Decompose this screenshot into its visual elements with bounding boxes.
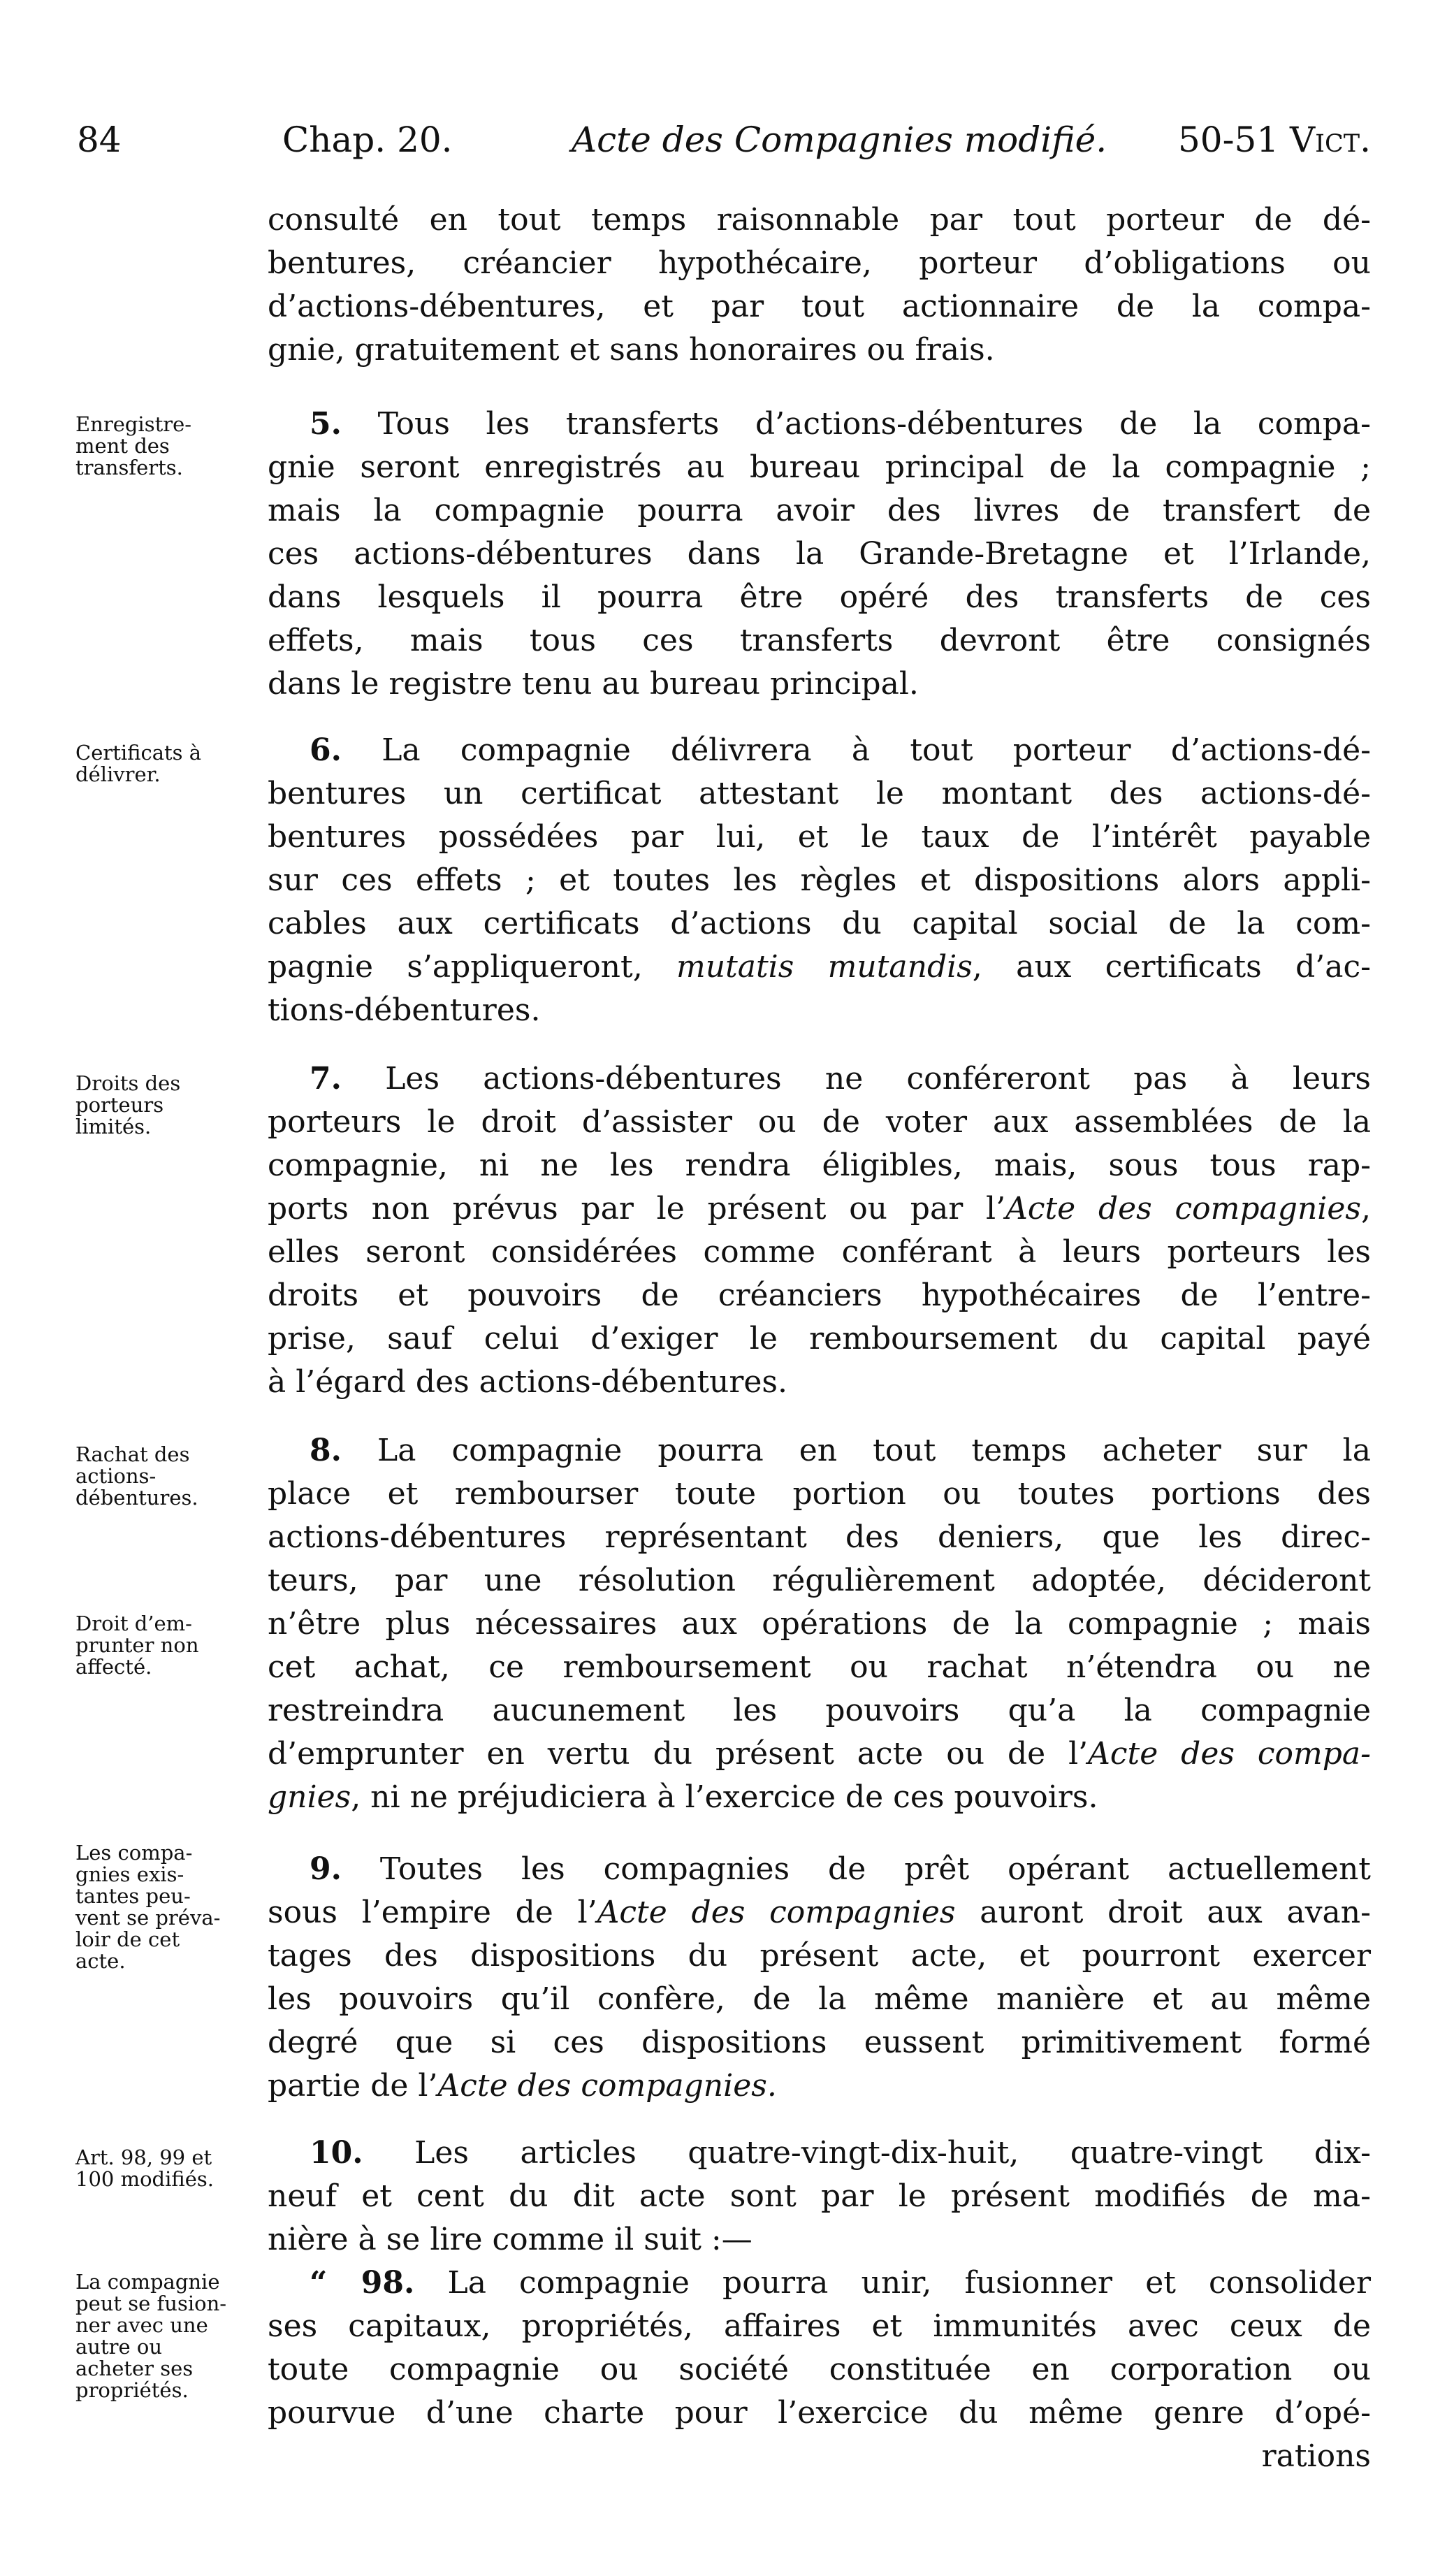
margin-note-articles: [75, 2147, 257, 2190]
italic-text: Acte des compagnies: [1005, 1191, 1361, 1227]
text-segment: , ni ne préjudiciera à l’exercice de ces pouvoirs.: [351, 1779, 1098, 1815]
italic-text: Acte des compagnies.: [437, 2068, 777, 2104]
margin-note-line: Rachat des: [75, 1442, 190, 1466]
margin-note-existantes: [75, 1842, 257, 1972]
text-segment: restreindra aucunement les pouvoirs qu’a la compagnie: [268, 1693, 1371, 1728]
text-line: [268, 1732, 1371, 1776]
margin-note-line: peut se fusion-: [75, 2292, 227, 2315]
text-segment: cet achat, ce remboursement ou rachat n’étendra ou ne: [268, 1649, 1371, 1685]
text-line: [268, 2218, 1371, 2262]
regnal-year: 50-51 Vict.: [1178, 120, 1371, 160]
text-segment: ces actions-débentures dans la Grande-Bretagne et l’Irlande,: [268, 536, 1371, 572]
paragraph-s7: [268, 1057, 1371, 1404]
text-line: [268, 489, 1371, 533]
text-line: [268, 1361, 1371, 1404]
text-segment: effets, mais tous ces transferts devront être consignés: [268, 623, 1371, 658]
margin-note-line: acheter ses: [75, 2357, 194, 2380]
paragraph-cont: [268, 198, 1371, 372]
text-line: [268, 2435, 1371, 2478]
text-segment: pourvue d’une charte pour l’exercice du même genre d’opé-: [268, 2395, 1371, 2431]
text-segment: bentures un certificat attestant le montant des actions-dé-: [268, 776, 1371, 811]
text-segment: ports non prévus par le présent ou par l’: [268, 1191, 1006, 1227]
margin-note-line: délivrer.: [75, 762, 161, 786]
margin-note-line: affecté.: [75, 1655, 152, 1679]
text-segment: gnie seront enregistrés au bureau principal de la compagnie ;: [268, 449, 1371, 485]
text-segment: d’emprunter en vertu du présent acte ou de l’: [268, 1736, 1089, 1772]
margin-note-certificats: [75, 742, 257, 786]
text-segment: place et rembourser toute portion ou toutes portions des: [268, 1476, 1371, 1512]
text-segment: prise, sauf celui d’exiger le remboursement du capital payé: [268, 1321, 1371, 1356]
text-segment: rations: [1261, 2438, 1371, 2474]
text-line: [268, 663, 1371, 706]
margin-note-line: ner avec une: [75, 2313, 208, 2337]
margin-note-line: Certificats à: [75, 741, 202, 765]
text-line: [268, 2175, 1371, 2218]
margin-note-rachat: [75, 1444, 257, 1509]
text-line: [268, 1516, 1371, 1559]
text-segment: bentures, créancier hypothécaire, porteur d’obligations ou: [268, 245, 1371, 281]
margin-note-line: La compagnie: [75, 2270, 220, 2294]
text-segment: porteurs le droit d’assister ou de voter aux assemblées de la: [268, 1104, 1371, 1140]
paragraph-s8: [268, 1429, 1371, 1819]
text-segment: La compagnie délivrera à tout porteur d’actions-dé-: [381, 732, 1371, 768]
margin-note-line: Art. 98, 99 et: [75, 2146, 212, 2169]
text-segment: sous l’empire de l’: [268, 1895, 597, 1930]
running-title: Acte des Compagnies modifié.: [572, 120, 1107, 160]
text-segment: ,: [1360, 1191, 1371, 1227]
margin-note-line: Enregistre-: [75, 412, 192, 436]
text-line: [268, 859, 1371, 902]
margin-note-line: ment des: [75, 434, 170, 458]
margin-note-line: gnies exis-: [75, 1862, 184, 1886]
text-line: [268, 772, 1371, 816]
text-line: [268, 1646, 1371, 1689]
text-line: [268, 2132, 1371, 2175]
section-number: “ 98.: [310, 2265, 415, 2301]
text-line: [268, 2064, 1371, 2108]
margin-note-line: loir de cet: [75, 1927, 180, 1951]
text-segment: d’actions-débentures, et par tout actionnaire de la compa-: [268, 289, 1371, 324]
text-line: [268, 902, 1371, 946]
margin-note-line: Droit d’em-: [75, 1612, 192, 1635]
text-line: [268, 328, 1371, 372]
text-line: [268, 1776, 1371, 1819]
text-segment: neuf et cent du dit acte sont par le présent modifiés de ma-: [268, 2178, 1371, 2214]
paragraph-s10: [268, 2132, 1371, 2262]
margin-note-line: Les compa-: [75, 1841, 193, 1865]
text-line: [268, 1101, 1371, 1144]
margin-note-line: propriétés.: [75, 2378, 189, 2402]
text-segment: Les articles quatre-vingt-dix-huit, quatre-vingt dix-: [414, 2135, 1371, 2171]
margin-note-line: limités.: [75, 1115, 152, 1138]
text-line: [268, 1934, 1371, 1978]
text-segment: sur ces effets ; et toutes les règles et dispositions alors appli-: [268, 862, 1371, 898]
text-line: [268, 2021, 1371, 2064]
text-line: [268, 989, 1371, 1032]
text-segment: mais la compagnie pourra avoir des livres de transfert de: [268, 493, 1371, 528]
text-line: [268, 446, 1371, 489]
margin-note-line: Droits des: [75, 1071, 181, 1095]
margin-note-line: tantes peu-: [75, 1884, 191, 1908]
text-segment: dans lesquels il pourra être opéré des transferts de ces: [268, 579, 1371, 615]
margin-note-enregistrement: [75, 414, 257, 479]
text-segment: , aux certificats d’ac-: [972, 949, 1371, 985]
text-segment: La compagnie pourra en tout temps acheter sur la: [377, 1433, 1371, 1468]
text-segment: ses capitaux, propriétés, affaires et immunités avec ceux de: [268, 2308, 1371, 2344]
text-segment: tions-débentures.: [268, 992, 541, 1028]
italic-text: mutatis mutandis: [676, 949, 973, 985]
text-segment: droits et pouvoirs de créanciers hypothécaires de l’entre-: [268, 1278, 1371, 1313]
page-number: 84: [77, 120, 122, 160]
text-segment: les pouvoirs qu’il confère, de la même manière et au même: [268, 1981, 1371, 2017]
section-number: 5.: [310, 406, 342, 442]
text-line: [268, 1689, 1371, 1732]
margin-note-line: 100 modifiés.: [75, 2167, 214, 2191]
margin-note-line: actions-: [75, 1464, 157, 1488]
italic-text: Acte des compagnies: [597, 1895, 956, 1930]
text-line: [268, 1317, 1371, 1361]
margin-note-line: acte.: [75, 1949, 126, 1973]
italic-text: gnies: [268, 1779, 351, 1815]
section-number: 8.: [310, 1433, 342, 1468]
text-line: [268, 2262, 1371, 2305]
text-line: [268, 2392, 1371, 2435]
text-line: [268, 1891, 1371, 1934]
text-segment: La compagnie pourra unir, fusionner et consolider: [447, 2265, 1371, 2301]
margin-note-emprunter: [75, 1613, 257, 1678]
margin-note-line: débentures.: [75, 1486, 198, 1510]
text-line: [268, 198, 1371, 242]
text-segment: tages des dispositions du présent acte, et pourront exercer: [268, 1938, 1371, 1974]
text-segment: auront droit aux avan-: [955, 1895, 1371, 1930]
paragraph-s5: [268, 403, 1371, 706]
text-line: [268, 1559, 1371, 1602]
text-segment: Les actions-débentures ne conféreront pas à leurs: [385, 1061, 1371, 1097]
text-line: [268, 1602, 1371, 1646]
text-segment: partie de l’: [268, 2068, 438, 2104]
text-segment: dans le registre tenu au bureau principal.: [268, 666, 919, 702]
italic-text: Acte des compa-: [1088, 1736, 1371, 1772]
text-line: [268, 729, 1371, 772]
text-line: [268, 946, 1371, 989]
paragraph-s9: [268, 1848, 1371, 2108]
text-segment: Tous les transferts d’actions-débentures de la compa-: [377, 406, 1371, 442]
chapter-label: Chap. 20.: [282, 120, 453, 160]
margin-note-droits: [75, 1073, 257, 1138]
paragraph-s6: [268, 729, 1371, 1032]
text-line: [268, 2305, 1371, 2348]
text-segment: consulté en tout temps raisonnable par tout porteur de dé-: [268, 202, 1371, 238]
text-segment: elles seront considérées comme conférant à leurs porteurs les: [268, 1234, 1371, 1270]
text-line: [268, 1144, 1371, 1187]
text-line: [268, 242, 1371, 285]
text-line: [268, 1057, 1371, 1101]
margin-note-line: porteurs: [75, 1093, 164, 1117]
text-line: [268, 1429, 1371, 1472]
section-number: 9.: [310, 1851, 342, 1887]
section-number: 10.: [310, 2135, 363, 2171]
text-line: [268, 1231, 1371, 1274]
margin-note-line: autre ou: [75, 2335, 163, 2359]
text-segment: gnie, gratuitement et sans honoraires ou frais.: [268, 332, 995, 368]
text-segment: cables aux certificats d’actions du capital social de la com-: [268, 906, 1371, 941]
text-line: [268, 816, 1371, 859]
text-segment: actions-débentures représentant des deniers, que les direc-: [268, 1519, 1371, 1555]
text-segment: n’être plus nécessaires aux opérations de la compagnie ; mais: [268, 1606, 1371, 1642]
text-segment: Toutes les compagnies de prêt opérant actuellement: [379, 1851, 1371, 1887]
text-line: [268, 1187, 1371, 1231]
text-segment: à l’égard des actions-débentures.: [268, 1364, 787, 1400]
paragraph-s98: [268, 2262, 1371, 2478]
text-line: [268, 576, 1371, 619]
text-line: [268, 619, 1371, 663]
text-line: [268, 1978, 1371, 2021]
text-segment: nière à se lire comme il suit :—: [268, 2222, 753, 2257]
margin-note-line: transferts.: [75, 456, 183, 479]
text-segment: compagnie, ni ne les rendra éligibles, mais, sous tous rap-: [268, 1148, 1371, 1183]
text-line: [268, 2348, 1371, 2392]
text-line: [268, 403, 1371, 446]
text-line: [268, 1472, 1371, 1516]
section-number: 6.: [310, 732, 342, 768]
text-segment: degré que si ces dispositions eussent primitivement formé: [268, 2025, 1371, 2060]
text-line: [268, 1274, 1371, 1317]
margin-note-fusion: [75, 2271, 257, 2401]
text-segment: teurs, par une résolution régulièrement adoptée, décideront: [268, 1563, 1371, 1598]
text-line: [268, 533, 1371, 576]
text-line: [268, 285, 1371, 328]
text-line: [268, 1848, 1371, 1891]
section-number: 7.: [310, 1061, 342, 1097]
text-segment: pagnie s’appliqueront,: [268, 949, 677, 985]
text-segment: toute compagnie ou société constituée en corporation ou: [268, 2352, 1371, 2387]
margin-note-line: vent se préva-: [75, 1906, 221, 1930]
text-segment: bentures possédées par lui, et le taux de l’intérêt payable: [268, 819, 1371, 855]
margin-note-line: prunter non: [75, 1633, 199, 1657]
